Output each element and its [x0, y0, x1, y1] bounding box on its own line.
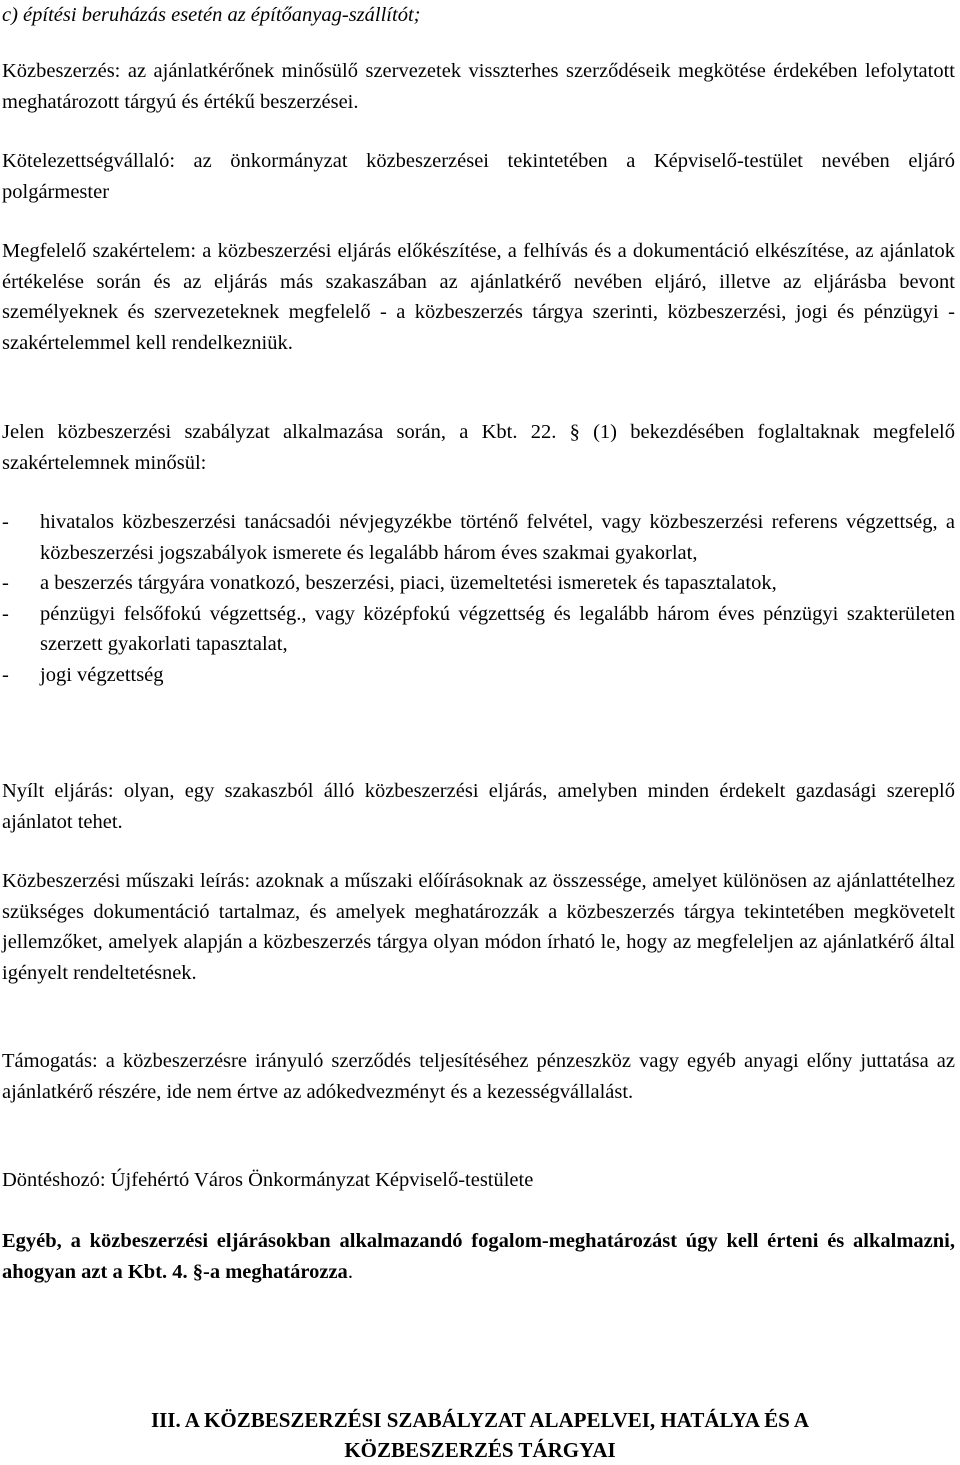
list-dash: -	[2, 572, 9, 594]
definition-kotelezettsegvallalo: Kötelezettségvállaló: az önkormányzat közbeszerzései tekintetében a Képviselő-testület nevében eljáró polgármester	[2, 150, 955, 203]
section-heading-line-1: III. A KÖZBESZERZÉSI SZABÁLYZAT ALAPELVEI, HATÁLYA ÉS A	[150, 1408, 810, 1432]
egyeb-end: .	[347, 1260, 353, 1283]
list-dash: -	[2, 602, 9, 625]
list-item	[2, 660, 955, 691]
definition-tamogatas: Támogatás: a közbeszerzésre irányuló szerződés teljesítéséhez pénzeszköz vagy egyéb anyagi előny juttatása az ajánlatkérő részére, ide nem értve az adókedvezményt és a kezességvállalást.	[2, 1050, 955, 1103]
list-item-text: jogi végzettség	[40, 663, 164, 686]
definition-kozbeszerzes: Közbeszerzés: az ajánlatkérőnek minősülő szervezetek visszterhes szerződéseik megkötése érdekében lefolytatott meghatározott tárgyú és értékű beszerzései.	[2, 60, 955, 113]
item-c-text: c) építési beruházás esetén az építőanyag-szállítót;	[2, 4, 421, 26]
list-item-text: a beszerzés tárgyára vonatkozó, beszerzési, piaci, üzemeltetési ismeretek és tapasztalatok,	[40, 572, 777, 594]
paragraph-egyeb	[2, 1226, 955, 1287]
list-item-text: hivatalos közbeszerzési tanácsadói névjegyzékbe történő felvétel, vagy közbeszerzési referens végzettség, a közbeszerzési jogszabályok ismerete és legalább három éves szakmai gyakorlat,	[40, 511, 955, 564]
definition-nyilt-eljaras: Nyílt eljárás: olyan, egy szakaszból álló közbeszerzési eljárás, amelyben minden érdekelt gazdasági szereplő ajánlatot tehet.	[2, 780, 955, 833]
list-item	[2, 599, 955, 660]
definition-muszaki-leiras: Közbeszerzési műszaki leírás: azoknak a műszaki előírásoknak az összessége, amelyet különösen az ajánlattételhez szükséges dokumentáció tartalmaz, és amelyek meghatározzák a közbeszerzés tárgya tekintetében megkövetelt jellemzőket, amelyek alapján a közbeszerzés tárgya olyan módon írható le, hogy az megfeleljen az ajánlatkérő által igényelt rendeltetésnek.	[2, 870, 955, 984]
list-dash: -	[2, 511, 9, 533]
list-item-text: pénzügyi felsőfokú végzettség., vagy középfokú végzettség és legalább három éves pénzügyi szakterületen szerzett gyakorlati tapasztalat,	[40, 602, 955, 655]
list-item	[2, 507, 955, 568]
definition-donteshozo: Döntéshozó: Újfehértó Város Önkormányzat Képviselő-testülete	[2, 1169, 534, 1191]
list-item	[2, 568, 955, 599]
paragraph-jelen-szabalyzat: Jelen közbeszerzési szabályzat alkalmazása során, a Kbt. 22. § (1) bekezdésében foglaltaknak megfelelő szakértelemnek minősül:	[2, 421, 955, 474]
definition-megfelelo-szakertelem: Megfelelő szakértelem: a közbeszerzési eljárás előkészítése, a felhívás és a dokumentáció elkészítése, az ajánlatok értékelése során és az eljárás más szakaszában az ajánlatkérő nevében eljáró, illetve az eljárásba bevont személyeknek és szervezeteknek megfelelő - a közbeszerzés tárgya szerinti, közbeszerzési, jogi és pénzügyi - szakértelemmel kell rendelkezniük.	[2, 240, 955, 354]
section-heading-line-2: KÖZBESZERZÉS TÁRGYAI	[344, 1438, 616, 1462]
qualification-list	[2, 507, 955, 690]
list-dash: -	[2, 663, 9, 686]
egyeb-bold-text: Egyéb, a közbeszerzési eljárásokban alkalmazandó fogalom-meghatározást úgy kell érteni és alkalmazni, ahogyan azt a Kbt. 4. §-a meghatározza	[2, 1230, 955, 1283]
